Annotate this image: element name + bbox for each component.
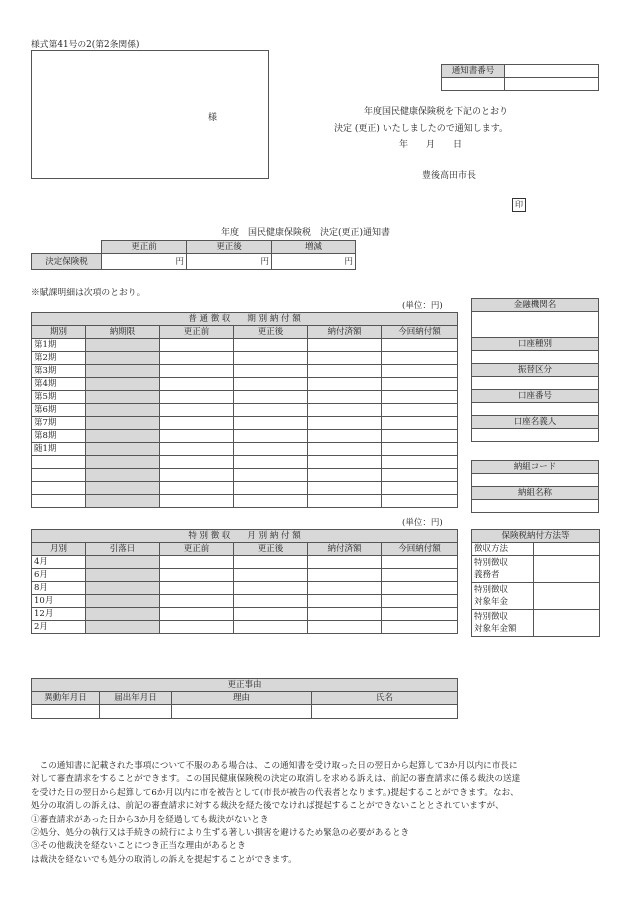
amount-cell[interactable] [382,430,458,443]
amount-cell[interactable] [86,621,160,634]
amount-cell[interactable] [86,430,160,443]
special-pension-label: 特別徴収 対象年金 [472,583,534,610]
amount-cell[interactable] [160,378,234,391]
ordinary-row [32,417,458,430]
amount-cell[interactable] [234,352,308,365]
amount-cell[interactable] [308,469,382,482]
recipient-suffix: 様 [208,113,218,123]
amount-cell[interactable] [308,430,382,443]
payment-method-title: 保険税納付方法等 [472,530,600,543]
diff-amount[interactable]: 円 [272,254,356,270]
mayor-name: 豊後高田市長 [422,171,477,181]
ordinary-title: 普 通 徴 収 期 別 納 付 額 [32,313,458,326]
amount-cell[interactable] [382,404,458,417]
union-code-label: 納組コード [472,461,599,474]
amount-cell[interactable] [308,456,382,469]
union-code-field[interactable] [472,474,599,487]
amount-cell[interactable] [160,430,234,443]
special-row [32,608,458,621]
amount-cell[interactable] [234,556,308,569]
amount-cell[interactable] [86,556,160,569]
ordinary-collection-table: 普 通 徴 収 期 別 納 付 額 期別 納期限 更正前 更正後 納付済額 今回納付額 第1期 第2期 第3期 第4期 第5期 第6期 第7期 第8期 随1期 [31,312,458,508]
period-label: 第7期 [32,417,86,430]
amount-cell[interactable] [86,582,160,595]
change-date-field[interactable] [32,705,100,719]
amount-cell[interactable] [234,621,308,634]
amount-cell[interactable] [382,378,458,391]
amount-cell[interactable] [86,469,160,482]
special-row [32,582,458,595]
period-label [32,469,86,482]
amount-cell[interactable] [234,391,308,404]
amount-cell[interactable] [160,404,234,417]
amount-cell[interactable] [308,443,382,456]
amount-cell[interactable] [234,378,308,391]
intro-line-2: 決定 (更正) いたしましたので通知します。 [334,124,509,134]
special-pension-field[interactable] [534,583,600,610]
period-label: 第1期 [32,339,86,352]
amount-cell[interactable] [382,595,458,608]
collection-method-field[interactable] [534,543,600,556]
before-amount[interactable]: 円 [102,254,187,270]
period-label: 12月 [32,608,86,621]
amount-cell[interactable] [160,417,234,430]
amount-cell[interactable] [308,339,382,352]
ordinary-row [32,469,458,482]
account-holder-label: 口座名義人 [472,416,599,429]
amount-cell[interactable] [160,482,234,495]
amount-cell[interactable] [86,404,160,417]
ordinary-row [32,352,458,365]
period-label: 第6期 [32,404,86,417]
amount-cell[interactable] [382,365,458,378]
period-label: 第5期 [32,391,86,404]
period-label [32,456,86,469]
period-label: 8月 [32,582,86,595]
special-obligor-field[interactable] [534,556,600,583]
legal-notes: この通知書に記載された事項について不服のある場合は、この通知書を受け取った日の翌日から起算して3か月以内に市長に 対して審査請求をすることができます。この国民健康保険税の決定の取消しを求める訴えは、前記の審査請求に係る裁決の送達 を受けた日の翌日から起算して6か月以内に市を被告として(市長が被告の代表者となります。)提起することができます。なお、 処分の取消しの訴えは、前記の審査請求に対する裁決を経た後でなければ提起することができないこととされていますが、 ①審査請求があった日から3か月を経過しても裁決がないとき ②処分、処分の執行又は手続きの続行により生ずる著しい損害を避けるため緊急の必要があるとき ③その他裁決を経ないことにつき正当な理由があるとき は裁決を経ないでも処分の取消しの訴えを提起することができます。 [31,761,521,865]
bank-name-field[interactable] [472,312,599,338]
tax-decision-table [31,240,356,270]
amount-cell[interactable] [160,365,234,378]
notice-date: 年 月 日 [399,140,463,150]
collection-method-label: 徴収方法 [472,543,534,556]
period-label: 2月 [32,621,86,634]
amount-cell[interactable] [308,482,382,495]
amount-cell[interactable] [382,569,458,582]
header-after: 更正後 [187,241,272,254]
period-label: 随1期 [32,443,86,456]
amount-cell[interactable] [86,569,160,582]
union-name-field[interactable] [472,500,599,513]
ordinary-row [32,430,458,443]
amount-cell[interactable] [86,352,160,365]
amount-cell[interactable] [86,391,160,404]
account-holder-field[interactable] [472,429,599,442]
amount-cell[interactable] [308,391,382,404]
ordinary-row [32,365,458,378]
amount-cell[interactable] [160,621,234,634]
amount-cell[interactable] [234,469,308,482]
amount-cell[interactable] [382,339,458,352]
amount-cell[interactable] [234,569,308,582]
amount-cell[interactable] [160,569,234,582]
amount-cell[interactable] [86,365,160,378]
union-info-table [471,460,599,513]
amount-cell[interactable] [382,456,458,469]
recipient-box [31,50,269,179]
special-row [32,621,458,634]
amount-cell[interactable] [234,417,308,430]
amount-cell[interactable] [382,443,458,456]
special-collection-table: 特 別 徴 収 月 別 納 付 額 月別 引落日 更正前 更正後 納付済額 今回納付額 4月 6月 8月 10月 12月 2月 [31,529,458,634]
amount-cell[interactable] [382,482,458,495]
amount-cell[interactable] [86,417,160,430]
amount-cell[interactable] [86,608,160,621]
special-row [32,595,458,608]
amount-cell[interactable] [308,404,382,417]
header-diff: 増減 [272,241,356,254]
ordinary-row [32,456,458,469]
amount-cell[interactable] [234,365,308,378]
bank-info-table [471,298,599,442]
amount-cell[interactable] [234,339,308,352]
period-label: 4月 [32,556,86,569]
amount-cell[interactable] [382,495,458,508]
amount-cell[interactable] [308,417,382,430]
period-label: 第4期 [32,378,86,391]
ordinary-row [32,482,458,495]
period-label: 第3期 [32,365,86,378]
amount-cell[interactable] [308,365,382,378]
amount-cell[interactable] [234,456,308,469]
amount-cell[interactable] [86,443,160,456]
bank-name-label: 金融機関名 [472,299,599,312]
reason-field[interactable] [172,705,312,719]
amount-cell[interactable] [308,378,382,391]
intro-line-1: 年度国民健康保険税を下記のとおり [364,107,509,117]
unit-label-2: (単位：円) [402,518,443,528]
amount-cell[interactable] [160,339,234,352]
amount-cell[interactable] [86,482,160,495]
amount-cell[interactable] [234,582,308,595]
amount-cell[interactable] [86,456,160,469]
period-label: 6月 [32,569,86,582]
amount-cell[interactable] [160,495,234,508]
special-row [32,556,458,569]
report-date-field[interactable] [100,705,172,719]
union-name-label: 納組名称 [472,487,599,500]
transfer-type-label: 振替区分 [472,364,599,377]
name-field[interactable] [312,705,458,719]
decided-tax-label: 決定保険税 [32,254,102,270]
seal-mark: 印 [512,198,526,212]
special-title: 特 別 徴 収 月 別 納 付 額 [32,530,458,543]
period-label: 10月 [32,595,86,608]
after-amount[interactable]: 円 [187,254,272,270]
account-number-label: 口座番号 [472,390,599,403]
amount-cell[interactable] [160,469,234,482]
amount-cell[interactable] [160,456,234,469]
special-pension-amount-label: 特別徴収 対象年金額 [472,610,534,637]
amount-cell[interactable] [382,621,458,634]
amount-cell[interactable] [308,352,382,365]
amount-cell[interactable] [234,482,308,495]
account-type-field[interactable] [472,351,599,364]
amount-cell[interactable] [308,569,382,582]
unit-label: (単位：円) [402,301,443,311]
special-obligor-label: 特別徴収 義務者 [472,556,534,583]
ordinary-row [32,495,458,508]
amount-cell[interactable] [86,339,160,352]
amount-cell[interactable] [382,469,458,482]
amount-cell[interactable] [160,595,234,608]
amount-cell[interactable] [308,582,382,595]
amount-cell[interactable] [86,378,160,391]
period-label: 第2期 [32,352,86,365]
correction-title: 更正事由 [32,679,458,692]
amount-cell[interactable] [308,608,382,621]
ordinary-row [32,339,458,352]
amount-cell[interactable] [234,404,308,417]
period-label [32,482,86,495]
amount-cell[interactable] [382,352,458,365]
amount-cell[interactable] [160,556,234,569]
amount-cell[interactable] [308,556,382,569]
amount-cell[interactable] [382,582,458,595]
amount-cell[interactable] [308,621,382,634]
document-title: 年度 国民健康保険税 決定(更正)通知書 [221,228,391,238]
amount-cell[interactable] [86,495,160,508]
period-label: 第8期 [32,430,86,443]
amount-cell[interactable] [86,595,160,608]
ordinary-row [32,443,458,456]
amount-cell[interactable] [382,608,458,621]
notice-number-table [441,64,599,91]
amount-cell[interactable] [382,556,458,569]
amount-cell[interactable] [160,352,234,365]
ordinary-row [32,378,458,391]
amount-cell[interactable] [234,443,308,456]
transfer-type-field[interactable] [472,377,599,390]
amount-cell[interactable] [160,443,234,456]
ordinary-row [32,391,458,404]
amount-cell[interactable] [382,417,458,430]
notice-number-value[interactable] [505,65,599,78]
amount-cell[interactable] [160,582,234,595]
amount-cell[interactable] [234,608,308,621]
amount-cell[interactable] [234,430,308,443]
header-before: 更正前 [102,241,187,254]
special-pension-amount-field[interactable] [534,610,600,637]
amount-cell[interactable] [234,595,308,608]
notice-number-label: 通知書番号 [442,65,505,78]
payment-method-table [471,529,600,637]
account-number-field[interactable] [472,403,599,416]
amount-cell[interactable] [308,495,382,508]
amount-cell[interactable] [382,391,458,404]
ordinary-row [32,404,458,417]
special-row [32,569,458,582]
correction-reason-table: 更正事由 異動年月日 届出年月日 理由 氏名 [31,678,458,719]
detail-note: ※賦課明細は次項のとおり。 [31,288,146,298]
account-type-label: 口座種別 [472,338,599,351]
period-label [32,495,86,508]
amount-cell[interactable] [308,595,382,608]
form-number: 様式第41号の2(第2条関係) [31,40,140,50]
amount-cell[interactable] [160,391,234,404]
amount-cell[interactable] [160,608,234,621]
amount-cell[interactable] [234,495,308,508]
